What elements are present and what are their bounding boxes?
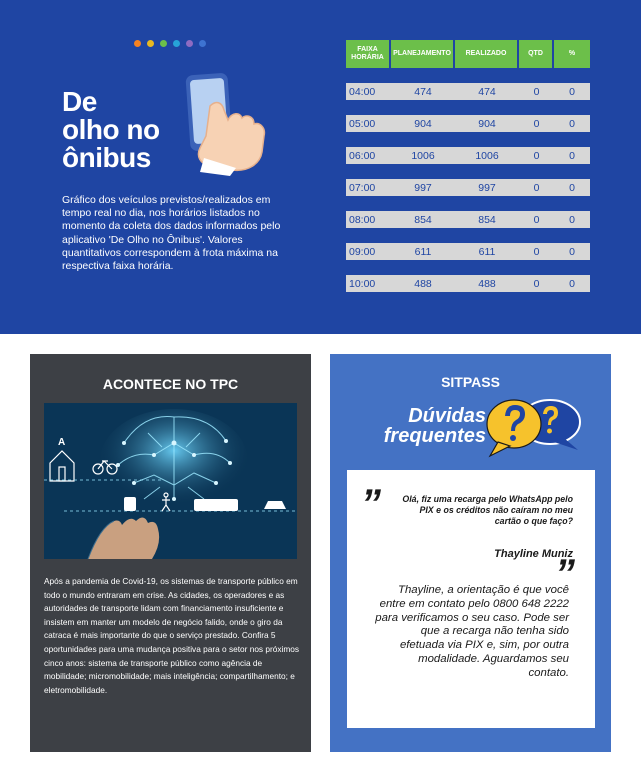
cell-percent: 0 (569, 117, 575, 130)
cell-done: 488 (478, 277, 496, 290)
color-dot (173, 40, 180, 47)
cell-planned: 488 (414, 277, 432, 290)
header-qtd: QTD (519, 40, 552, 68)
hero-description: Gráfico dos veículos previstos/realizados em tempo real no dia, nos horários listados no momento da coleta dos dados informados pelo aplicativo 'De Olho no Ônibus'. Valores quantitativos correspondem à frota máxima na respectiva faixa horária. (62, 194, 281, 273)
cell-planned: 997 (414, 181, 432, 194)
table-row (346, 83, 590, 100)
table-row (346, 275, 590, 292)
quote-close-icon: ” (555, 552, 575, 596)
header-realizado: REALIZADO (455, 40, 517, 68)
faq-asker-name: Thayline Muniz (494, 548, 573, 560)
header-planejamento: PLANEJAMENTO (391, 40, 453, 68)
bus-icon (194, 499, 238, 511)
cell-qty: 0 (533, 245, 540, 258)
cell-done: 997 (478, 181, 496, 194)
cell-percent: 0 (569, 149, 575, 162)
cell-percent: 0 (569, 277, 575, 290)
cell-time: 08:00 (349, 213, 376, 226)
train-icon (124, 497, 136, 511)
cell-percent: 0 (569, 181, 575, 194)
faq-question: Olá, fiz uma recarga pelo WhatsApp pelo PIX e os créditos não caíram no meu cartão o que faço? (402, 494, 573, 526)
color-dots (134, 40, 206, 47)
cell-qty: 0 (533, 85, 540, 98)
faq-box (347, 470, 595, 728)
color-dot (199, 40, 206, 47)
sign-letter: A (58, 437, 66, 448)
cell-time: 04:00 (349, 85, 376, 98)
table-row (346, 115, 590, 132)
cell-done: 904 (478, 117, 496, 130)
color-dot (160, 40, 167, 47)
smart-mobility-image (44, 403, 297, 559)
color-dot (134, 40, 141, 47)
fleet-table (346, 40, 590, 290)
color-dot (147, 40, 154, 47)
cell-time: 07:00 (349, 181, 376, 194)
cell-planned: 611 (414, 245, 432, 258)
faq-heading-line: frequentes (383, 425, 486, 447)
faq-heading (356, 406, 486, 446)
cell-qty: 0 (533, 181, 540, 194)
table-row (346, 147, 590, 164)
cell-done: 611 (478, 245, 496, 258)
cell-qty: 0 (533, 277, 540, 290)
table-row (346, 179, 590, 196)
cell-time: 05:00 (349, 117, 376, 130)
hero-title-line: ônibus (62, 142, 151, 173)
cell-done: 1006 (475, 149, 499, 162)
cell-percent: 0 (569, 213, 575, 226)
table-row (346, 243, 590, 260)
cell-planned: 1006 (411, 149, 435, 162)
header-percent: % (554, 40, 590, 68)
question-bubbles-icon (484, 394, 588, 460)
table-header (346, 40, 590, 68)
cell-done: 854 (478, 213, 496, 226)
acontece-title: ACONTECE NO TPC (102, 376, 239, 392)
sitpass-title: SITPASS (441, 374, 500, 390)
cell-qty: 0 (533, 117, 540, 130)
cell-done: 474 (478, 85, 496, 98)
hand-phone-icon (170, 66, 280, 178)
hero-title-line: olho no (62, 114, 160, 145)
cell-planned: 474 (414, 85, 432, 98)
cell-time: 10:00 (349, 277, 376, 290)
cell-time: 06:00 (349, 149, 376, 162)
cell-qty: 0 (533, 149, 540, 162)
cell-time: 09:00 (349, 245, 376, 258)
brain-circuit-icon (44, 403, 297, 559)
cell-qty: 0 (533, 213, 540, 226)
cell-percent: 0 (569, 245, 575, 258)
bus-tracking-section (0, 0, 641, 334)
acontece-card (30, 354, 311, 752)
acontece-article-text: Após a pandemia de Covid-19, os sistemas de transporte público em todo o mundo entraram em crise. As cidades, os operadores e as autoridades de transporte lidam com financiamento insuficiente e insistem em manter um modelo de negócio falido, onde o giro da catraca é mais importante do que o serviço prestado. Confira 5 oportunidades para uma mudança positiva para o setor nos próximos cinco anos: sistema de transporte público como agência de mobilidade; micromobilidade; mais inteligência; compartilhamento; e eletromobilidade. (44, 576, 300, 695)
faq-answer: Thayline, a orientação é que você entre em contato pelo 0800 648 2222 para verificamos o seu caso. Pode ser que a recarga não tenha sido efetuada via PIX e, sim, por outra modalidade. Aguardamos seu contato. (375, 584, 569, 679)
table-row (346, 211, 590, 228)
sitpass-card (330, 354, 611, 752)
cell-planned: 904 (414, 117, 432, 130)
cell-planned: 854 (414, 213, 432, 226)
hero-title-line: De (62, 86, 97, 117)
header-faixa-horaria: FAIXA HORÁRIA (346, 40, 389, 68)
faq-heading-line: Dúvidas (408, 405, 486, 427)
quote-open-icon: ” (361, 482, 381, 526)
cell-percent: 0 (569, 85, 575, 98)
color-dot (186, 40, 193, 47)
